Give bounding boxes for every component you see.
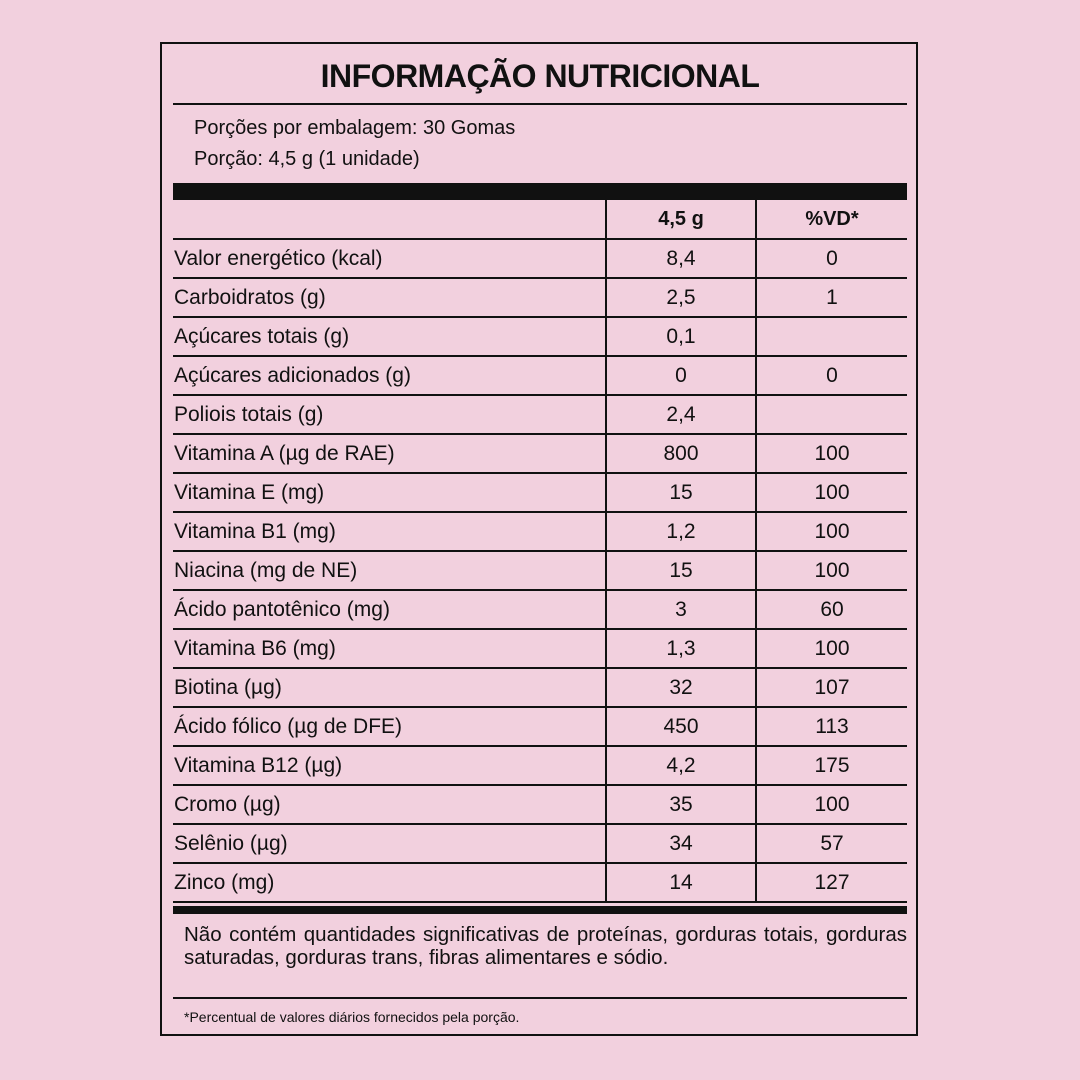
nutrient-dv: 107 [755, 669, 907, 706]
nutrient-amount: 4,2 [605, 747, 755, 784]
nutrient-amount: 800 [605, 435, 755, 472]
nutrient-label: Selênio (µg) [174, 831, 288, 855]
nutrient-amount: 3 [605, 591, 755, 628]
table-row [173, 513, 907, 552]
nutrient-label: Vitamina B6 (mg) [174, 636, 336, 660]
nutrient-amount: 2,5 [605, 279, 755, 316]
nutrient-label: Vitamina A (µg de RAE) [174, 441, 395, 465]
nutrient-amount: 0,1 [605, 318, 755, 355]
nutrition-table [173, 200, 907, 903]
nutrient-dv: 60 [755, 591, 907, 628]
nutrient-dv [755, 396, 907, 433]
nutrient-dv: 100 [755, 513, 907, 550]
nutrient-amount: 8,4 [605, 240, 755, 277]
table-row [173, 435, 907, 474]
table-row [173, 747, 907, 786]
nutrient-dv: 100 [755, 786, 907, 823]
footnote-divider [173, 997, 907, 999]
nutrient-amount: 32 [605, 669, 755, 706]
nutrient-dv: 0 [755, 240, 907, 277]
nutrient-amount: 0 [605, 357, 755, 394]
nutrient-label: Açúcares adicionados (g) [174, 363, 411, 387]
table-row [173, 279, 907, 318]
header-label-cell [173, 200, 605, 238]
nutrient-label: Biotina (µg) [174, 675, 282, 699]
nutrient-label: Vitamina E (mg) [174, 480, 325, 504]
table-row [173, 552, 907, 591]
nutrient-amount: 1,2 [605, 513, 755, 550]
table-row [173, 396, 907, 435]
dv-footnote: *Percentual de valores diários fornecidos pela porção. [184, 1009, 520, 1025]
nutrient-amount: 15 [605, 474, 755, 511]
table-row [173, 357, 907, 396]
nutrient-dv: 100 [755, 630, 907, 667]
table-row [173, 786, 907, 825]
serving-size: Porção: 4,5 g (1 unidade) [194, 148, 420, 170]
nutrient-label: Açúcares totais (g) [174, 324, 350, 348]
nutrient-dv: 1 [755, 279, 907, 316]
nutrient-amount: 14 [605, 864, 755, 901]
label-title: INFORMAÇÃO NUTRICIONAL [320, 58, 760, 94]
nutrient-label: Poliois totais (g) [174, 402, 324, 426]
nutrient-dv: 100 [755, 435, 907, 472]
table-row [173, 864, 907, 903]
nutrient-dv: 113 [755, 708, 907, 745]
nutrient-label: Valor energético (kcal) [174, 246, 383, 270]
nutrient-dv [755, 318, 907, 355]
header-dv-cell: %VD* [755, 200, 907, 238]
table-row [173, 630, 907, 669]
title-divider [173, 103, 907, 105]
nutrient-amount: 1,3 [605, 630, 755, 667]
nutrient-amount: 2,4 [605, 396, 755, 433]
nutrient-dv: 57 [755, 825, 907, 862]
table-row [173, 825, 907, 864]
table-row [173, 240, 907, 279]
nutrient-dv: 100 [755, 474, 907, 511]
table-row [173, 591, 907, 630]
header-amount-cell: 4,5 g [605, 200, 755, 238]
servings-per-package: Porções por embalagem: 30 Gomas [194, 117, 516, 139]
thick-divider-bottom [173, 906, 907, 914]
nutrient-dv: 100 [755, 552, 907, 589]
nutrient-dv: 127 [755, 864, 907, 901]
table-row [173, 474, 907, 513]
table-row [173, 318, 907, 357]
table-header-row [173, 200, 907, 240]
nutrient-label: Zinco (mg) [174, 870, 275, 894]
nutrient-label: Cromo (µg) [174, 792, 281, 816]
nutrient-label: Vitamina B1 (mg) [174, 519, 336, 543]
nutrition-note: Não contém quantidades significativas de proteínas, gorduras totais, gorduras saturadas, gorduras trans, fibras alimentares e sódio. [184, 923, 907, 969]
nutrient-dv: 0 [755, 357, 907, 394]
table-row [173, 669, 907, 708]
thick-divider-top [173, 183, 907, 200]
nutrient-dv: 175 [755, 747, 907, 784]
nutrient-label: Ácido fólico (µg de DFE) [174, 714, 403, 738]
nutrient-label: Niacina (mg de NE) [174, 558, 358, 582]
nutrient-amount: 34 [605, 825, 755, 862]
nutrient-amount: 35 [605, 786, 755, 823]
nutrient-amount: 450 [605, 708, 755, 745]
nutrient-label: Vitamina B12 (µg) [174, 753, 343, 777]
nutrient-label: Ácido pantotênico (mg) [174, 597, 390, 621]
table-row [173, 708, 907, 747]
nutrient-amount: 15 [605, 552, 755, 589]
nutrient-label: Carboidratos (g) [174, 285, 326, 309]
